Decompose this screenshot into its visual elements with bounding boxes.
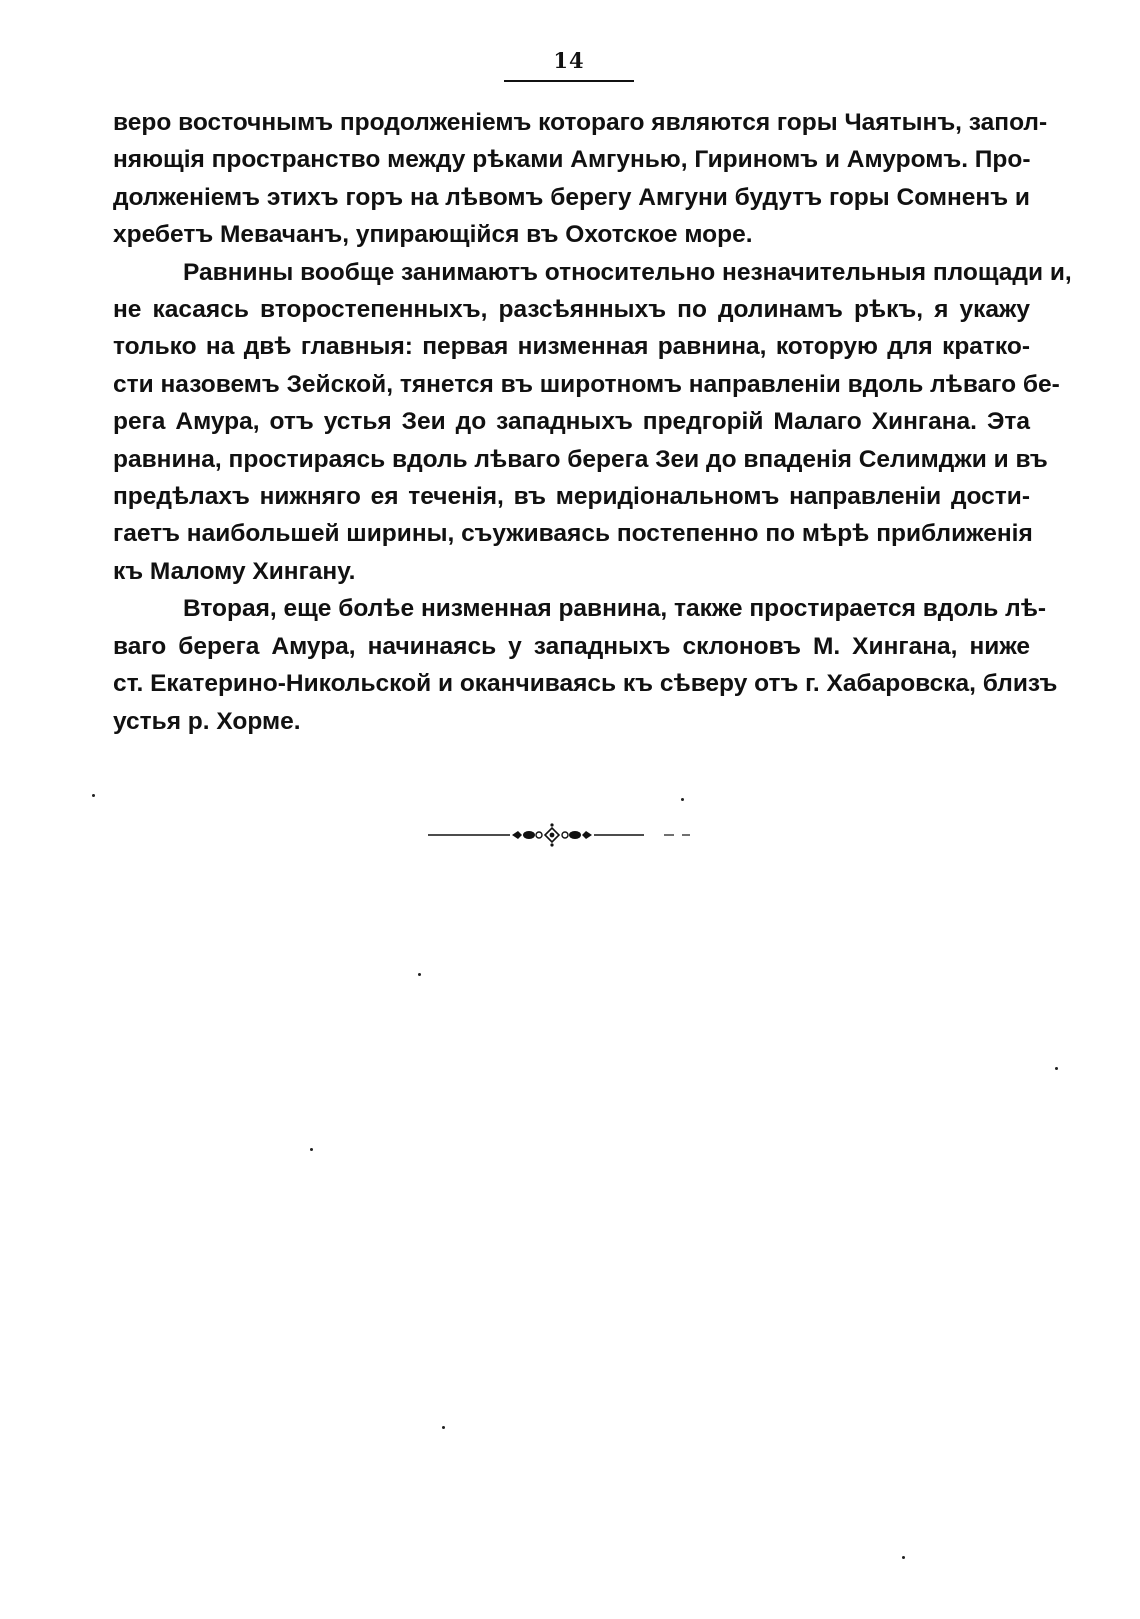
text-line: только на двѣ главныя: первая низменная равнина, которую для кратко- bbox=[113, 333, 1030, 361]
scan-speck bbox=[681, 798, 684, 801]
text-line: равнина, простираясь вдоль лѣваго берега Зеи до впаденія Селимджи и въ bbox=[113, 445, 1048, 473]
text-line: рега Амура, отъ устья Зеи до западныхъ предгорій Малаго Хингана. Эта bbox=[113, 408, 1030, 436]
scan-speck bbox=[1055, 1067, 1058, 1070]
text-line: долженіемъ этихъ горъ на лѣвомъ берегу Амгуни будутъ горы Сомненъ и bbox=[113, 183, 1030, 211]
paragraph-2 bbox=[113, 254, 1072, 591]
text-line: устья р. Хорме. bbox=[113, 707, 301, 735]
scan-speck bbox=[418, 973, 421, 976]
scan-speck bbox=[92, 794, 95, 797]
body-text bbox=[113, 104, 1072, 740]
text-line: къ Малому Хингану. bbox=[113, 557, 356, 585]
text-line: ст. Екатерино-Никольской и оканчиваясь къ сѣверу отъ г. Хабаровска, близъ bbox=[113, 670, 1058, 698]
scan-speck bbox=[310, 1148, 313, 1151]
scan-speck bbox=[442, 1426, 445, 1429]
text-line: няющія пространство между рѣками Амгунью, Гириномъ и Амуромъ. Про- bbox=[113, 146, 1031, 174]
page-number-rule bbox=[504, 80, 634, 82]
page-number: 14 bbox=[553, 48, 585, 73]
text-line: предѣлахъ нижняго ея теченія, въ меридіональномъ направленіи дости- bbox=[113, 483, 1030, 511]
text-line: Равнины вообще занимаютъ относительно незначительныя площади и, bbox=[183, 258, 1072, 286]
scan-speck bbox=[902, 1556, 905, 1559]
text-line: хребетъ Мевачанъ, упирающійся въ Охотское море. bbox=[113, 221, 753, 249]
text-line: Вторая, еще болѣе низменная равнина, также простирается вдоль лѣ- bbox=[183, 595, 1047, 623]
paragraph-3 bbox=[113, 590, 1058, 740]
text-line: гаетъ наибольшей ширины, съуживаясь постепенно по мѣрѣ приближенія bbox=[113, 520, 1033, 548]
text-line: ваго берега Амура, начинаясь у западныхъ склоновъ М. Хингана, ниже bbox=[113, 632, 1030, 660]
text-line: веро восточнымъ продолженіемъ котораго являются горы Чаятынъ, запол- bbox=[113, 109, 1048, 136]
paragraph-1 bbox=[113, 104, 1048, 254]
text-line: не касаясь второстепенныхъ, разсѣянныхъ по долинамъ рѣкъ, я укажу bbox=[113, 296, 1030, 324]
text-line: сти назовемъ Зейской, тянется въ широтномъ направленіи вдоль лѣваго бе- bbox=[113, 370, 1060, 398]
fleuron-ornament-icon bbox=[428, 820, 728, 850]
